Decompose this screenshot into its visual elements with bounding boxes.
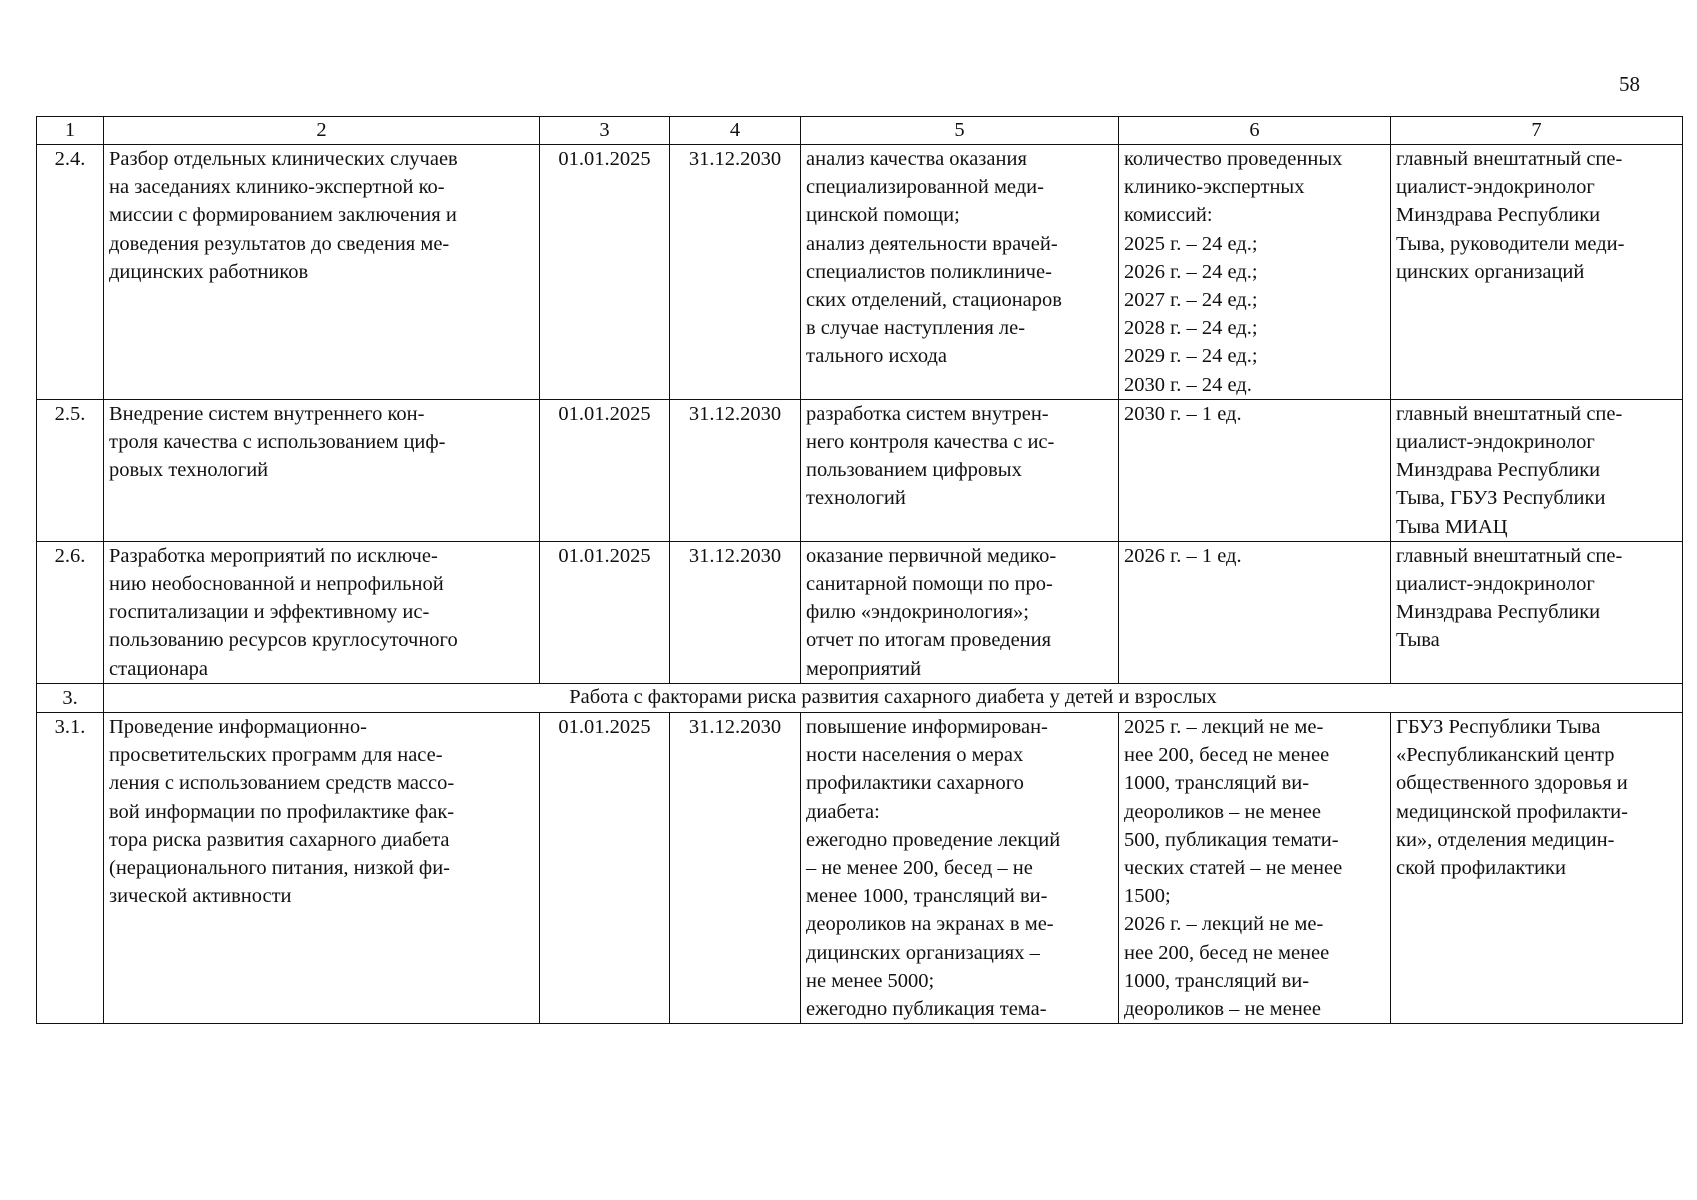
responsible: главный внештатный спе- циалист-эндокринолог Минздрава Республики Тыва, ГБУЗ Республики Тыва МИАЦ [1391,399,1683,541]
row-number: 3.1. [37,713,104,1024]
plan-table [36,116,1683,1024]
end-date: 31.12.2030 [670,541,801,683]
activity-name: Внедрение систем внутреннего кон- троля качества с использованием циф- ровых технологий [104,399,540,541]
expected-result: анализ качества оказания специализированной меди- цинской помощи; анализ деятельности врачей- специалистов поликлиниче- ских отделений, стационаров в случае наступления ле- тального исхода [801,145,1119,400]
table-row [37,713,1683,1024]
end-date: 31.12.2030 [670,399,801,541]
end-date: 31.12.2030 [670,713,801,1024]
column-header: 4 [670,117,801,145]
expected-result: повышение информирован- ности населения о мерах профилактики сахарного диабета: ежегодно проведение лекций – не менее 200, бесед – не менее 1000, трансляций ви- деороликов на экранах в ме- дицинских организациях – не менее 5000; ежегодно публикация тема- [801,713,1119,1024]
start-date: 01.01.2025 [540,541,670,683]
indicator: 2030 г. – 1 ед. [1119,399,1391,541]
responsible: главный внештатный спе- циалист-эндокринолог Минздрава Республики Тыва, руководители меди- цинских организаций [1391,145,1683,400]
table-row [37,541,1683,683]
activity-name: Проведение информационно- просветительских программ для насе- ления с использованием средств массо- вой информации по профилактике фак- тора риска развития сахарного диабета (нерационального питания, низкой фи- зической активности [104,713,540,1024]
column-header: 3 [540,117,670,145]
indicator: количество проведенных клинико-экспертных комиссий: 2025 г. – 24 ед.; 2026 г. – 24 ед.; 2027 г. – 24 ед.; 2028 г. – 24 ед.; 2029 г. – 24 ед.; 2030 г. – 24 ед. [1119,145,1391,400]
section-number: 3. [37,683,104,712]
column-header: 6 [1119,117,1391,145]
row-number: 2.4. [37,145,104,400]
column-header: 2 [104,117,540,145]
responsible: ГБУЗ Республики Тыва «Республиканский центр общественного здоровья и медицинской профилакти- ки», отделения медицин- ской профилактики [1391,713,1683,1024]
end-date: 31.12.2030 [670,145,801,400]
activity-name: Разработка мероприятий по исключе- нию необоснованной и непрофильной госпитализации и эффективному ис- пользованию ресурсов круглосуточного стационара [104,541,540,683]
expected-result: оказание первичной медико- санитарной помощи по про- филю «эндокринология»; отчет по итогам проведения мероприятий [801,541,1119,683]
start-date: 01.01.2025 [540,145,670,400]
table-row [37,145,1683,400]
row-number: 2.5. [37,399,104,541]
table-row [37,399,1683,541]
start-date: 01.01.2025 [540,399,670,541]
column-header: 7 [1391,117,1683,145]
section-title: Работа с факторами риска развития сахарного диабета у детей и взрослых [104,683,1683,712]
page-number: 58 [1619,72,1640,96]
section-row [37,683,1683,712]
indicator: 2025 г. – лекций не ме- нее 200, бесед не менее 1000, трансляций ви- деороликов – не менее 500, публикация темати- ческих статей – не менее 1500; 2026 г. – лекций не ме- нее 200, бесед не менее 1000, трансляций ви- деороликов – не менее [1119,713,1391,1024]
activity-name: Разбор отдельных клинических случаев на заседаниях клинико-экспертной ко- миссии с формированием заключения и доведения результатов до сведения ме- дицинских работников [104,145,540,400]
expected-result: разработка систем внутрен- него контроля качества с ис- пользованием цифровых технологий [801,399,1119,541]
column-header: 1 [37,117,104,145]
row-number: 2.6. [37,541,104,683]
indicator: 2026 г. – 1 ед. [1119,541,1391,683]
table-header-row [37,117,1683,145]
responsible: главный внештатный спе- циалист-эндокринолог Минздрава Республики Тыва [1391,541,1683,683]
column-header: 5 [801,117,1119,145]
start-date: 01.01.2025 [540,713,670,1024]
